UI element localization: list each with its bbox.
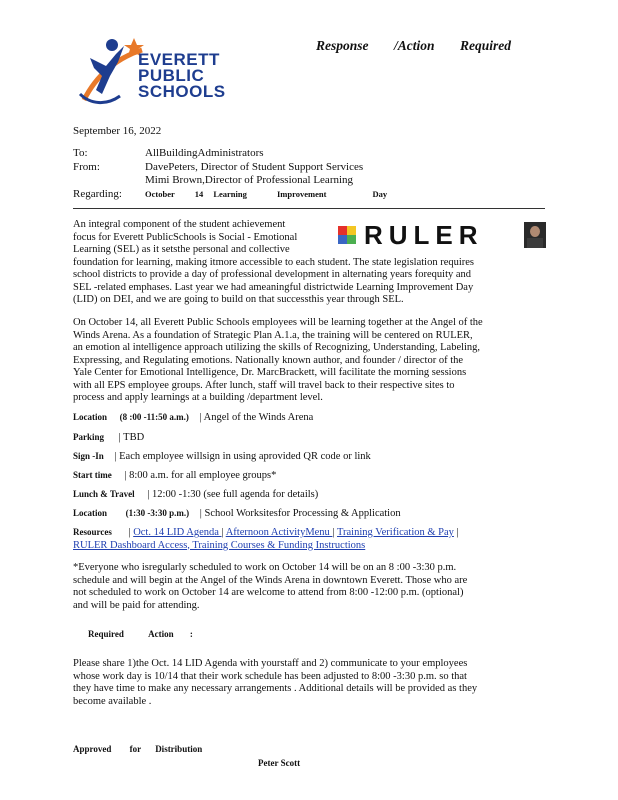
regarding-word-3: Learning <box>213 188 247 199</box>
to-value: AllBuildingAdministrators <box>145 147 264 159</box>
para4-line: whose work day is 10/14 that their work schedule has been adjusted to 8:00 -3:30 p.m. so that <box>73 670 467 682</box>
afternoon-activity-menu-link[interactable]: Afternoon ActivityMenu <box>225 527 333 538</box>
memo-date: September 16, 2022 <box>73 125 162 137</box>
regarding-word-4: Improvement <box>277 188 327 199</box>
approved-for-distribution <box>73 744 202 754</box>
start-time-label: Start time <box>73 470 112 480</box>
signin-value: | Each employee willsign in using aprovided QR code or link <box>114 451 371 462</box>
para2-line: On October 14, all Everett Public Schools employees will be learning together at the Angel of the <box>73 317 483 328</box>
event-paragraph <box>73 317 545 405</box>
from-label: From: <box>73 160 100 173</box>
para2-line: Winds Arena. As a foundation of Strategic Plan A.1.a, the training will be centered on RULER, <box>73 329 473 341</box>
parking-value: | TBD <box>118 432 145 443</box>
logo-line-schools: SCHOOLS <box>138 82 226 101</box>
location2-time: (1:30 -3:30 p.m.) <box>125 508 190 518</box>
lunch-value: | 12:00 -1:30 (see full agenda for details) <box>147 489 319 500</box>
para3-line: *Everyone who isregularly scheduled to work on October 14 will be on an 8 :00 -3:30 p.m. <box>73 562 457 573</box>
location2-value: | School Worksitesfor Processing & Application <box>199 508 401 519</box>
regarding-word-2: 14 <box>194 188 204 199</box>
start-time-row <box>73 469 276 483</box>
location-morning-row <box>73 411 313 425</box>
para2-line: process and apply learnings at a building /department level. <box>73 392 323 403</box>
regarding-word-1: October <box>145 188 175 199</box>
memo-header <box>73 147 387 201</box>
from-value-1: DavePeters, Director of Student Support Services <box>145 160 364 173</box>
resources-sep: | <box>128 527 131 538</box>
to-label: To: <box>73 147 88 159</box>
resources-row <box>73 526 553 552</box>
resources-sep: | <box>221 527 224 538</box>
logo-line-public: PUBLIC <box>138 66 205 85</box>
required-word: Required <box>88 629 124 639</box>
logo-figure-icon <box>76 36 146 108</box>
logo <box>76 36 256 110</box>
lunch-row <box>73 488 318 502</box>
para1-line: foundation for learning, making itmore accessible to each student. The state legislation requires <box>73 256 475 268</box>
approver-name: Peter Scott <box>258 758 301 768</box>
signin-row <box>73 450 371 464</box>
action-paragraph <box>73 658 545 708</box>
para3-line: not scheduled to work on October 14 are welcome to attend from 8:00 -12:00 p.m. (optional) <box>73 587 464 598</box>
para4-line: they have time to make any necessary arrangements . Additional details will be provided as they <box>73 683 478 694</box>
para2-line: Yale Center for Emotional Intelligence, Dr. MarcBrackett, will facilitate the morning sessions <box>73 367 467 378</box>
location-label: Location <box>73 412 108 422</box>
para1-line: SEL -related emphases. Last year we had ameaningful districtwide Learning Improvement Day <box>73 281 474 293</box>
resources-sep: | <box>332 527 335 538</box>
para2-line: an emotion al intelligence approach utilizing the skills of Recognizing, Understanding, Labeling, <box>73 342 481 353</box>
location-time: (8 :00 -11:50 a.m.) <box>119 412 189 422</box>
location-afternoon-row <box>73 507 401 521</box>
para1-line: An integral component of the student achievement <box>73 219 286 230</box>
from-value-2: Mimi Brown,Director of Professional Learning <box>145 174 354 186</box>
regarding-word-5: Day <box>372 188 388 199</box>
parking-row <box>73 431 144 445</box>
para1-line: focus for Everett PublicSchools is Social - Emotional <box>73 231 298 243</box>
lunch-label: Lunch & Travel <box>73 489 135 499</box>
para4-line: become available . <box>73 695 152 707</box>
distribution-word: Distribution <box>155 744 203 754</box>
resources-sep: | <box>456 527 459 538</box>
location2-label: Location <box>73 508 108 518</box>
colon: : <box>189 629 193 639</box>
required-action-heading <box>88 629 193 639</box>
header-word-response: Response <box>316 38 369 53</box>
para3-line: schedule and will begin at the Angel of the Winds Arena in downtown Everett. Those who are <box>73 574 468 586</box>
lid-agenda-link[interactable]: Oct. 14 LID Agenda <box>133 527 222 538</box>
logo-line-everett: EVERETT <box>138 50 220 69</box>
training-verification-pay-link[interactable]: Training Verification & Pay <box>336 527 454 538</box>
para3-line: and will be paid for attending. <box>73 599 200 611</box>
header-word-required: Required <box>460 38 512 53</box>
ruler-dashboard-link[interactable]: RULER Dashboard Access, Training Courses & Funding Instructions <box>73 539 366 551</box>
parking-label: Parking <box>73 432 105 442</box>
para2-line: with all EPS employee groups. After lunch, staff will travel back to their respective sites to <box>73 379 455 391</box>
schedule-note-paragraph <box>73 562 545 612</box>
para1-line: school districts to provide a day of professional development in alternating years forequity and <box>73 269 472 280</box>
location-value: | Angel of the Winds Arena <box>199 412 314 423</box>
para1-line: (LID) on DEI, and we are going to build on that successthis year through SEL. <box>73 294 404 305</box>
action-word: Action <box>148 629 174 639</box>
para4-line: Please share 1)the Oct. 14 LID Agenda with yourstaff and 2) communicate to your employees <box>73 658 468 669</box>
header-divider <box>73 208 545 209</box>
start-time-value: | 8:00 a.m. for all employee groups* <box>124 470 277 481</box>
regarding-label: Regarding: <box>73 187 122 200</box>
approved-word: Approved <box>73 744 112 754</box>
for-word: for <box>129 744 141 754</box>
para1-line: Learning (SEL) as it setsthe personal and collective <box>73 244 290 255</box>
para2-line: Expressing, and Regulating emotions. Nationally known author, and founder / director of the <box>73 354 464 366</box>
ruler-wordmark: RULER <box>364 220 484 250</box>
resources-label: Resources <box>73 527 112 537</box>
header-word-action: /Action <box>394 38 435 53</box>
intro-paragraph <box>73 219 545 307</box>
signin-label: Sign -In <box>73 451 104 461</box>
